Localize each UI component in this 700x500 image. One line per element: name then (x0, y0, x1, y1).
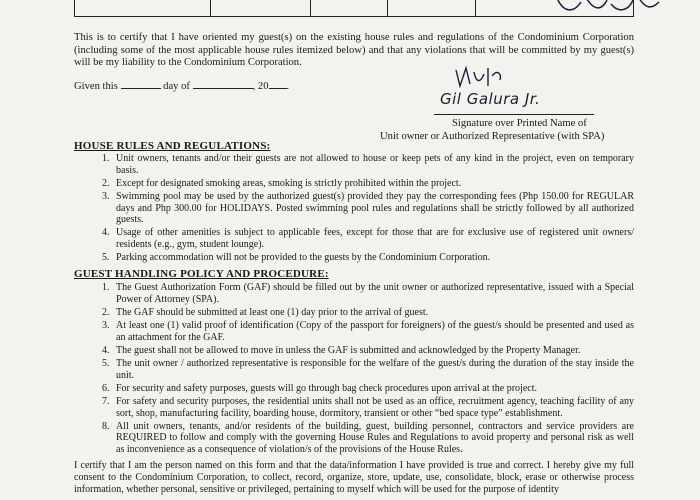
given-prefix: Given this (74, 81, 118, 92)
date-line (74, 81, 289, 92)
list-item: 6. For security and safety purposes, guests will go through bag check procedures upon arrival at the project. (112, 383, 634, 395)
list-item: 8. All unit owners, tenants, and/or residents of the building, guest, building personnel, contractors and service providers are REQUIRED to follow and comply with the governing House Rules and Regulations to avoid property and personal risk as well as inconvenience as a consequence of violation/s of the provisions of the House Rules. (112, 421, 634, 456)
signature-block (380, 64, 640, 146)
list-item: 4. The guest shall not be allowed to move in unless the GAF is submitted and acknowledged by the Property Manager. (112, 345, 634, 357)
year-prefix: , 20 (252, 81, 269, 92)
table-divider (210, 0, 211, 16)
guest-policy-list (74, 282, 634, 457)
list-item: 1. The Guest Authorization Form (GAF) should be filled out by the unit owner or authorized representative, issued with a Special Power of Attorney (SPA). (112, 282, 634, 305)
month-field[interactable] (193, 88, 253, 89)
consent-paragraph: I certify that I am the person named on this form and that the data/information I have provided is true and correct. I hereby give my full consent to the Condominium Corporation, to collect, record, organize, store, update, use, consolidate, block, erase or otherwise process information, whether personal, sensitive or privileged, pertaining to myself which will be used for the purpose of identity (74, 460, 634, 495)
list-item: 7. For safety and security purposes, the residential units shall not be used as an office, recruitment agency, teaching facility of any sort, shop, manufacturing facility, boarding house, dormitory, transient or other “bed space type” establishment. (112, 396, 634, 419)
list-item: 5. The unit owner / authorized representative is responsible for the welfare of the guest/s during the duration of the stay inside the unit. (112, 358, 634, 381)
list-item: 3. Swimming pool may be used by the authorized guest(s) provided they pay the corresponding fees (Php 150.00 for REGULAR days and Php 300.00 for HOLIDAYS. Posted swimming pool rules and regulations shall be strictly followed by all authorized guests. (112, 191, 634, 226)
list-item: 4. Usage of other amenities is subject to applicable fees, except for those that are for exclusive use of registered unit owners/ residents (e.g., gym, student lounge). (112, 227, 634, 250)
list-item: 2. The GAF should be submitted at least one (1) day prior to the arrival of guest. (112, 307, 634, 319)
printed-name: Gil Galura Jr. (440, 90, 541, 108)
list-item: 2. Except for designated smoking areas, smoking is strictly prohibited within the project. (112, 178, 634, 190)
list-item: 1. Unit owners, tenants and/or their guests are not allowed to house or keep pets of any kind in the project, even on temporary basis. (112, 153, 634, 176)
list-item: 3. At least one (1) valid proof of identification (Copy of the passport for foreigners) of the guest/s should be presented and used as an attachment for the GAF. (112, 320, 634, 343)
table-divider (387, 0, 388, 16)
certification-intro: This is to certify that I have oriented my guest(s) on the existing house rules and regulations of the Condominium Corporation (including some of the most applicable house rules itemized below) and that any violations that will be committed by my guest(s) will be my liability to the Condominium Corporation. (74, 32, 634, 69)
signature-line (434, 114, 594, 115)
handwritten-signature-fragment (553, 0, 663, 16)
handwritten-signature (450, 64, 510, 92)
list-item: 5. Parking accommodation will not be provided to the guests by the Condominium Corporation. (112, 252, 634, 264)
table-divider (310, 0, 311, 16)
house-rules-heading: HOUSE RULES AND REGULATIONS: (74, 140, 271, 152)
top-table-fragment (74, 0, 634, 17)
day-field[interactable] (121, 88, 161, 89)
signature-caption: Signature over Printed Name of (452, 118, 587, 129)
signature-role-caption: Unit owner or Authorized Representative (with SPA) (380, 131, 605, 142)
year-field[interactable] (269, 88, 287, 89)
table-divider (475, 0, 476, 16)
date-suffix: . (286, 81, 290, 92)
day-of-label: day of (163, 81, 190, 92)
guest-policy-heading: GUEST HANDLING POLICY AND PROCEDURE: (74, 268, 329, 280)
house-rules-list (74, 153, 634, 265)
